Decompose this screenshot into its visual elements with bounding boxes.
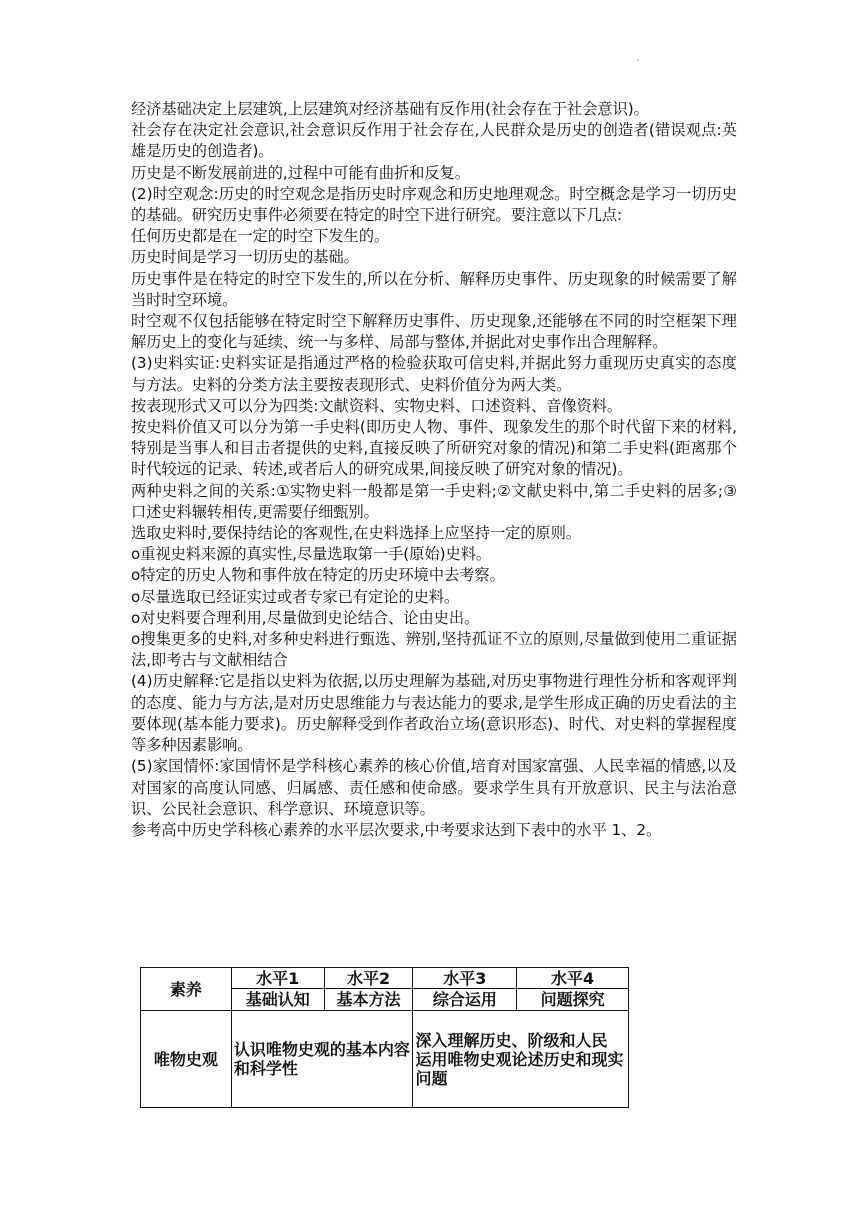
- paragraph: 任何历史都是在一定的时空下发生的。: [131, 227, 390, 246]
- paragraph: 选取史料时,要保持结论的客观性,在史料选择上应坚持一定的原则。: [131, 524, 582, 543]
- paragraph: 两种史料之间的关系:①实物史料一般都是第一手史料;②文献史料中,第二手史料的居多;③口述史料辗转相传,更需要仔细甄别。: [131, 481, 737, 521]
- table-row: [141, 1011, 629, 1108]
- section-interpretation: (4)历史解释:它是指以史料为依据,以历史理解为基础,对历史事物进行理性分析和客观评判的态度、能力与方法,是对历史思维能力与表达能力的要求,是学生形成正确的历史看法的主要体现(基本能力要求)。历史解释受到作者政治立场(意识形态)、时代、对史料的掌握程度等多种因素影响。: [131, 672, 737, 755]
- ability-cell: 综合运用: [413, 989, 517, 1011]
- bullet-item: o重视史料来源的真实性,尽量选取第一手(原始)史料。: [131, 545, 492, 564]
- paragraph: 按史料价值又可以分为第一手史料(即历史人物、事件、现象发生的那个时代留下来的材料,特别是当事人和目击者提供的史料,直接反映了所研究对象的情况)和第二手史料(距离那个时代较远的记录、转述,或者后人的研究成果,间接反映了研究对象的情况)。: [131, 418, 737, 479]
- paragraph: 经济基础决定上层建筑,上层建筑对经济基础有反作用(社会存在于社会意识)。: [131, 100, 649, 118]
- level-cell: 水平2: [324, 968, 413, 989]
- row-label-cell: 唯物史观: [141, 1011, 232, 1108]
- levels-1-2-cell: 认识唯物史观的基本内容和科学性: [231, 1011, 413, 1108]
- section-evidence: (3)史料实证:史料实证是指通过严格的检验获取可信史料,并据此努力重现历史真实的态度与方法。史料的分类方法主要按表现形式、史料价值分为两大类。: [131, 354, 737, 394]
- paragraph: 历史是不断发展前进的,过程中可能有曲折和反复。: [131, 163, 470, 182]
- bullet-item: o搜集更多的史料,对多种史料进行甄选、辨别,坚持孤证不立的原则,尽量做到使用二重证据法,即考古与文献相结合: [131, 630, 737, 670]
- paragraph: 按表现形式又可以分为四类:文献资料、实物史料、口述资料、音像资料。: [131, 396, 623, 415]
- level-cell: 水平4: [517, 968, 629, 989]
- paragraph: 时空观不仅包括能够在特定时空下解释历史事件、历史现象,还能够在不同的时空框架下理解历史上的变化与延续、统一与多样、局部与整体,并据此对史事作出合理解释。: [131, 312, 737, 352]
- document-body: [131, 99, 737, 841]
- bullet-item: o尽量选取已经证实过或者专家已有定论的史料。: [131, 587, 460, 606]
- section-spacetime: (2)时空观念:历史的时空观念是指历史时序观念和历史地理观念。时空概念是学习一切历史的基础。研究历史事件必须要在特定的时空下进行研究。要注意以下几点:: [131, 184, 737, 225]
- level-cell: 水平1: [231, 968, 324, 989]
- levels-3-4-cell: 深入理解历史、阶级和人民 运用唯物史观论述历史和现实问题: [413, 1011, 629, 1108]
- bullet-item: o特定的历史人物和事件放在特定的历史环境中去考察。: [131, 566, 505, 585]
- ability-cell: 基本方法: [324, 989, 413, 1011]
- ability-cell: 基础认知: [231, 989, 324, 1011]
- ability-cell: 问题探究: [517, 989, 629, 1011]
- paragraph: 历史事件是在特定的时空下发生的,所以在分析、解释历史事件、历史现象的时候需要了解当时时空环境。: [131, 269, 737, 309]
- table-header-row: [141, 968, 629, 989]
- section-patriotism: (5)家国情怀:家国情怀是学科核心素养的核心价值,培育对国家富强、人民幸福的情感,以及对国家的高度认同感、归属感、责任感和使命感。要求学生具有开放意识、民主与法治意识、公民社会意识、科学意识、环境意识等。: [131, 757, 737, 818]
- paragraph: 历史时间是学习一切历史的基础。: [131, 248, 359, 267]
- page-mark: ·: [636, 56, 640, 67]
- table-intro: 参考高中历史学科核心素养的水平层次要求,中考要求达到下表中的水平 1、2。: [131, 820, 662, 839]
- literacy-level-table: [140, 967, 629, 1108]
- header-label-cell: 素养: [141, 968, 232, 1011]
- level-cell: 水平3: [413, 968, 517, 989]
- bullet-item: o对史料要合理利用,尽量做到史论结合、论由史出。: [131, 608, 480, 627]
- paragraph: 社会存在决定社会意识,社会意识反作用于社会存在,人民群众是历史的创造者(错误观点:英雄是历史的创造者)。: [131, 121, 737, 161]
